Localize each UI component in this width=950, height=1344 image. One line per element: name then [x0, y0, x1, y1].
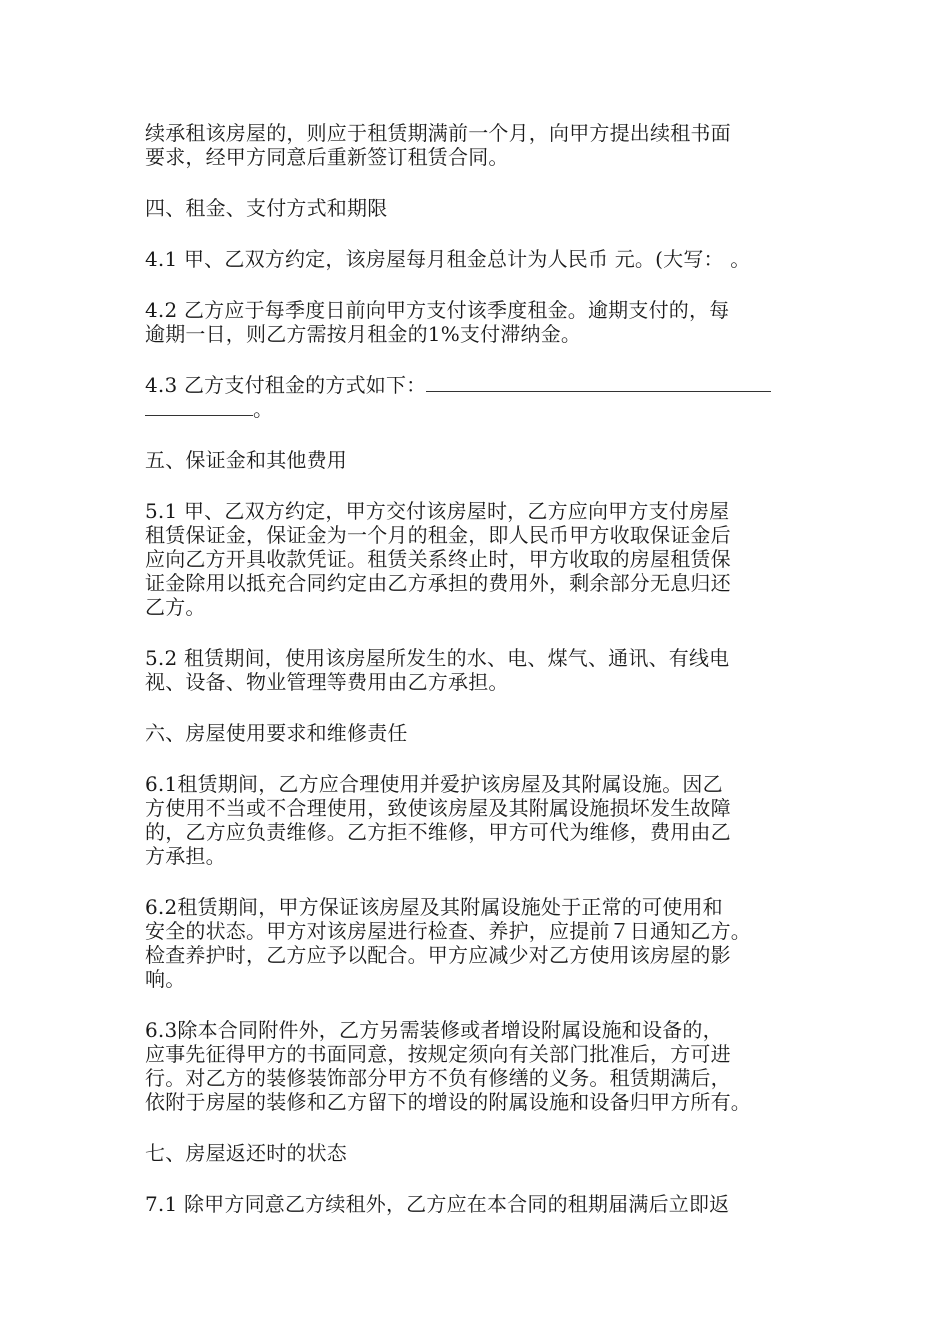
clause-6-2 — [145, 895, 817, 991]
text-line — [145, 397, 817, 421]
clause-5-1 — [145, 499, 817, 619]
text-line: 安全的状态。甲方对该房屋进行检查、养护，应提前７日通知乙方。 — [145, 919, 751, 943]
text-line: 方使用不当或不合理使用，致使该房屋及其附属设施损坏发生故障 — [145, 796, 731, 820]
document-page — [145, 121, 817, 1243]
section-heading-7: 七、房屋返还时的状态 — [145, 1141, 347, 1165]
text-line: 6.1租赁期间，乙方应合理使用并爱护该房屋及其附属设施。因乙 — [145, 772, 723, 796]
clause-7-1 — [145, 1192, 817, 1216]
text-line: 视、设备、物业管理等费用由乙方承担。 — [145, 670, 509, 694]
text-line: 证金除用以抵充合同约定由乙方承担的费用外，剩余部分无息归还 — [145, 571, 731, 595]
text-line: 5.1 甲、乙双方约定，甲方交付该房屋时，乙方应向甲方支付房屋 — [145, 499, 730, 523]
paragraph-renewal — [145, 121, 817, 169]
text-line: 应事先征得甲方的书面同意，按规定须向有关部门批准后，方可进 — [145, 1042, 731, 1066]
clause-5-2 — [145, 646, 817, 694]
clause-4-3-end: 。 — [253, 397, 274, 421]
text-line: 4.1 甲、乙双方约定，该房屋每月租金总计为人民币 元。(大写： 。 — [145, 247, 751, 271]
section-heading-5: 五、保证金和其他费用 — [145, 448, 347, 472]
text-line: 乙方。 — [145, 595, 206, 619]
clause-4-2 — [145, 298, 817, 346]
text-line: 4.2 乙方应于每季度日前向甲方支付该季度租金。逾期支付的，每 — [145, 298, 730, 322]
section-heading-6: 六、房屋使用要求和维修责任 — [145, 721, 408, 745]
text-line: 的，乙方应负责维修。乙方拒不维修，甲方可代为维修，费用由乙 — [145, 820, 731, 844]
clause-4-3-text: 4.3 乙方支付租金的方式如下： — [145, 373, 427, 397]
text-line: 5.2 租赁期间，使用该房屋所发生的水、电、煤气、通讯、有线电 — [145, 646, 730, 670]
text-line: 续承租该房屋的，则应于租赁期满前一个月，向甲方提出续租书面 — [145, 121, 731, 145]
clause-6-3 — [145, 1018, 817, 1114]
text-line: 应向乙方开具收款凭证。租赁关系终止时，甲方收取的房屋租赁保 — [145, 547, 731, 571]
text-line: 要求，经甲方同意后重新签订租赁合同。 — [145, 145, 509, 169]
blank-line — [145, 401, 253, 416]
clause-4-3 — [145, 373, 817, 421]
text-line: 响。 — [145, 967, 186, 991]
text-line: 租赁保证金，保证金为一个月的租金，即人民币甲方收取保证金后 — [145, 523, 731, 547]
clause-4-1 — [145, 247, 817, 271]
text-line: 7.1 除甲方同意乙方续租外，乙方应在本合同的租期届满后立即返 — [145, 1192, 730, 1216]
text-line: 逾期一日，则乙方需按月租金的1%支付滞纳金。 — [145, 322, 582, 346]
text-line: 6.2租赁期间，甲方保证该房屋及其附属设施处于正常的可使用和 — [145, 895, 723, 919]
section-heading-4: 四、租金、支付方式和期限 — [145, 196, 388, 220]
blank-line — [426, 377, 771, 392]
text-line: 6.3除本合同附件外，乙方另需装修或者增设附属设施和设备的， — [145, 1018, 723, 1042]
clause-6-1 — [145, 772, 817, 868]
text-line: 方承担。 — [145, 844, 226, 868]
text-line — [145, 373, 817, 397]
text-line: 依附于房屋的装修和乙方留下的增设的附属设施和设备归甲方所有。 — [145, 1090, 751, 1114]
text-line: 行。对乙方的装修装饰部分甲方不负有修缮的义务。租赁期满后， — [145, 1066, 731, 1090]
text-line: 检查养护时，乙方应予以配合。甲方应减少对乙方使用该房屋的影 — [145, 943, 731, 967]
